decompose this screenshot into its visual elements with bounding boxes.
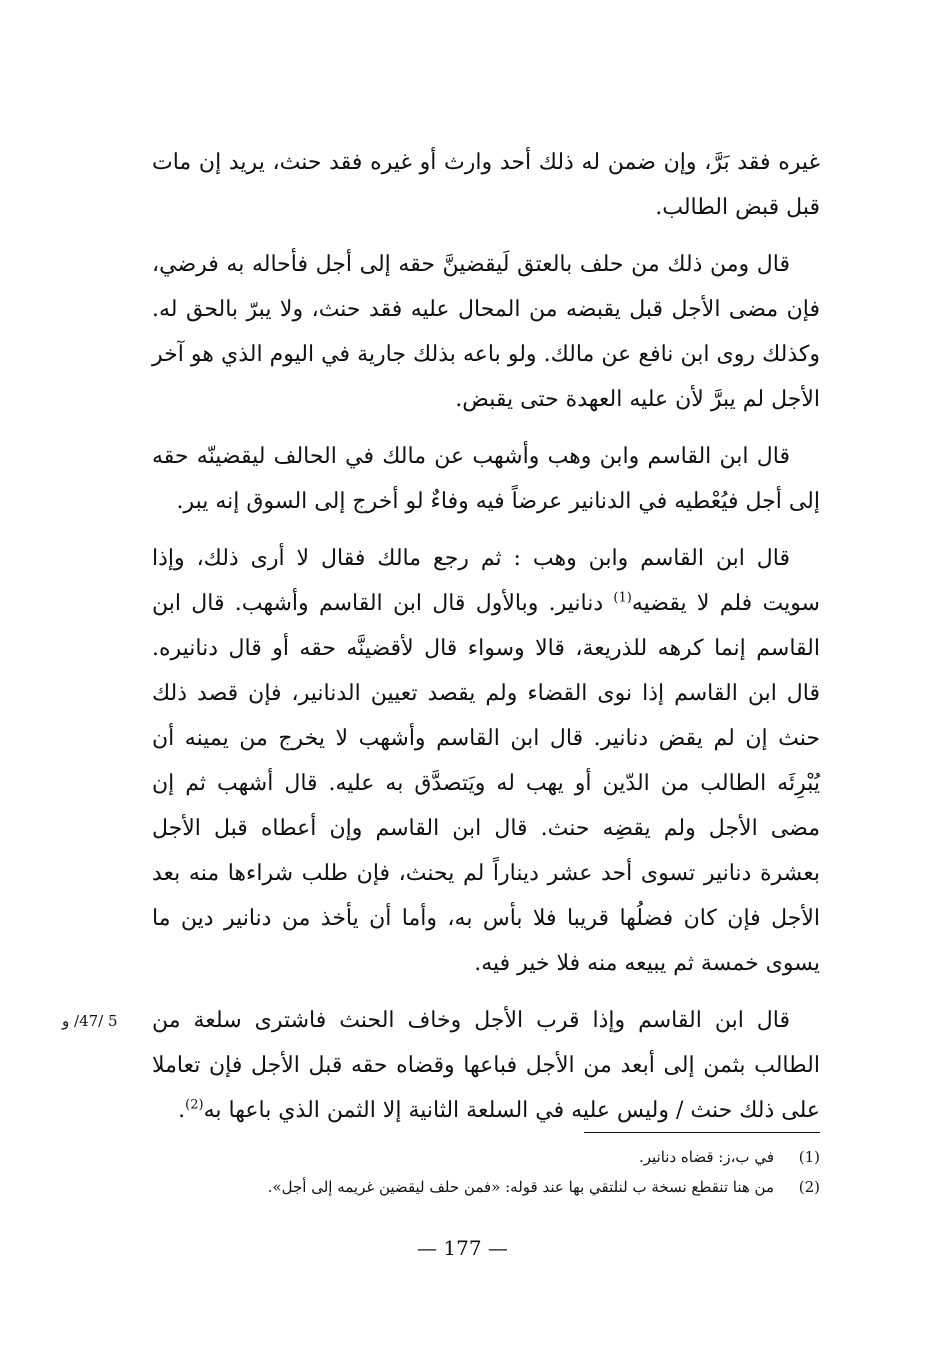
paragraph-1: غيره فقد بَرَّ، وإن ضمن له ذلك أحد وارث أو غيره فقد حنث، يريد إن مات قبل قبض الطالب. — [152, 150, 821, 220]
folio-margin-note: 5 /47/ و — [62, 1012, 118, 1030]
paragraph-4-start: قال ابن القاسم وابن وهب : ثم رجع مالك فقال لا أرى ذلك، وإذا سويت فلم لا يقضيه — [152, 546, 820, 616]
footnotes — [152, 1142, 820, 1202]
paragraph-2: قال ومن ذلك من حلف بالعتق لَيقضينَّ حقه إلى أجل فأحاله به فرضي، فإن مضى الأجل قبل يقبضه من المحال عليه فقد حنث، ولا يبرّ بالحق له. وكذلك روى ابن نافع عن مالك. ولو باعه بذلك جارية في اليوم الذي هو آخر الأجل لم يبرَّ لأن عليه العهدة حتى يقبض. — [152, 252, 820, 412]
paragraph-4-rest: دنانير. وبالأول قال ابن القاسم وأشهب. قال ابن القاسم إنما كرهه للذريعة، قالا وسواء قال لأقضينَّه حقه أو قال دنانيره. قال ابن القاسم إذا نوى القضاء ولم يقصد تعيين الدنانير، فإن قصد ذلك حنث إن لم يقض دنانير. قال ابن القاسم وأشهب لا يخرج من يمينه أن يُبْرِئَه الطالب من الدّين أو يهب له ويَتصدَّق به عليه. قال أشهب ثم إن مضى الأجل ولم يقضِه حنث. قال ابن القاسم وإن أعطاه قبل الأجل بعشرة دنانير تسوى أحد عشر ديناراً لم يحنث، فإن طلب شراءها منه بعد الأجل فإن كان فضلُها قريبا فلا بأس به، وأما أن يأخذ من دنانير دين ما يسوى خمسة ثم يبيعه منه فلا خير فيه. — [152, 591, 820, 976]
main-text — [152, 140, 820, 1145]
footnote-ref-1: (1) — [613, 590, 632, 606]
paragraph-5 — [152, 998, 820, 1133]
paragraph-5-text: قال ابن القاسم وإذا قرب الأجل وخاف الحنث فاشترى سلعة من الطالب بثمن إلى أبعد من الأجل فباعها وقضاه حقه قبل الأجل فإن تعاملا على ذلك حنث / وليس عليه في السلعة الثانية إلا الثمن الذي باعها به — [152, 1008, 820, 1123]
footnote-1 — [152, 1142, 820, 1172]
footnote-text: من هنا تنقطع نسخة ب لنلتقي بها عند قوله: «فمن حلف ليقضين غريمه إلى أجل». — [267, 1178, 774, 1196]
paragraph-3: قال ابن القاسم وابن وهب وأشهب عن مالك في الحالف ليقضينّه حقه إلى أجل فيُعْطيه في الدنانير عرضاً فيه وفاءٌ لو أخرج إلى السوق إنه يبر. — [152, 444, 820, 514]
paragraph-4 — [152, 536, 820, 986]
footnote-number: (1) — [798, 1148, 820, 1166]
footnote-number: (2) — [798, 1178, 820, 1196]
footnote-divider — [584, 1132, 820, 1133]
paragraph-5-end: . — [178, 1098, 186, 1123]
page-number: — 177 — — [417, 1236, 508, 1260]
footnote-ref-2: (2) — [185, 1097, 204, 1113]
footnote-text: في ب،ز: قضاه دنانير. — [638, 1148, 774, 1166]
footnote-2 — [152, 1172, 820, 1202]
